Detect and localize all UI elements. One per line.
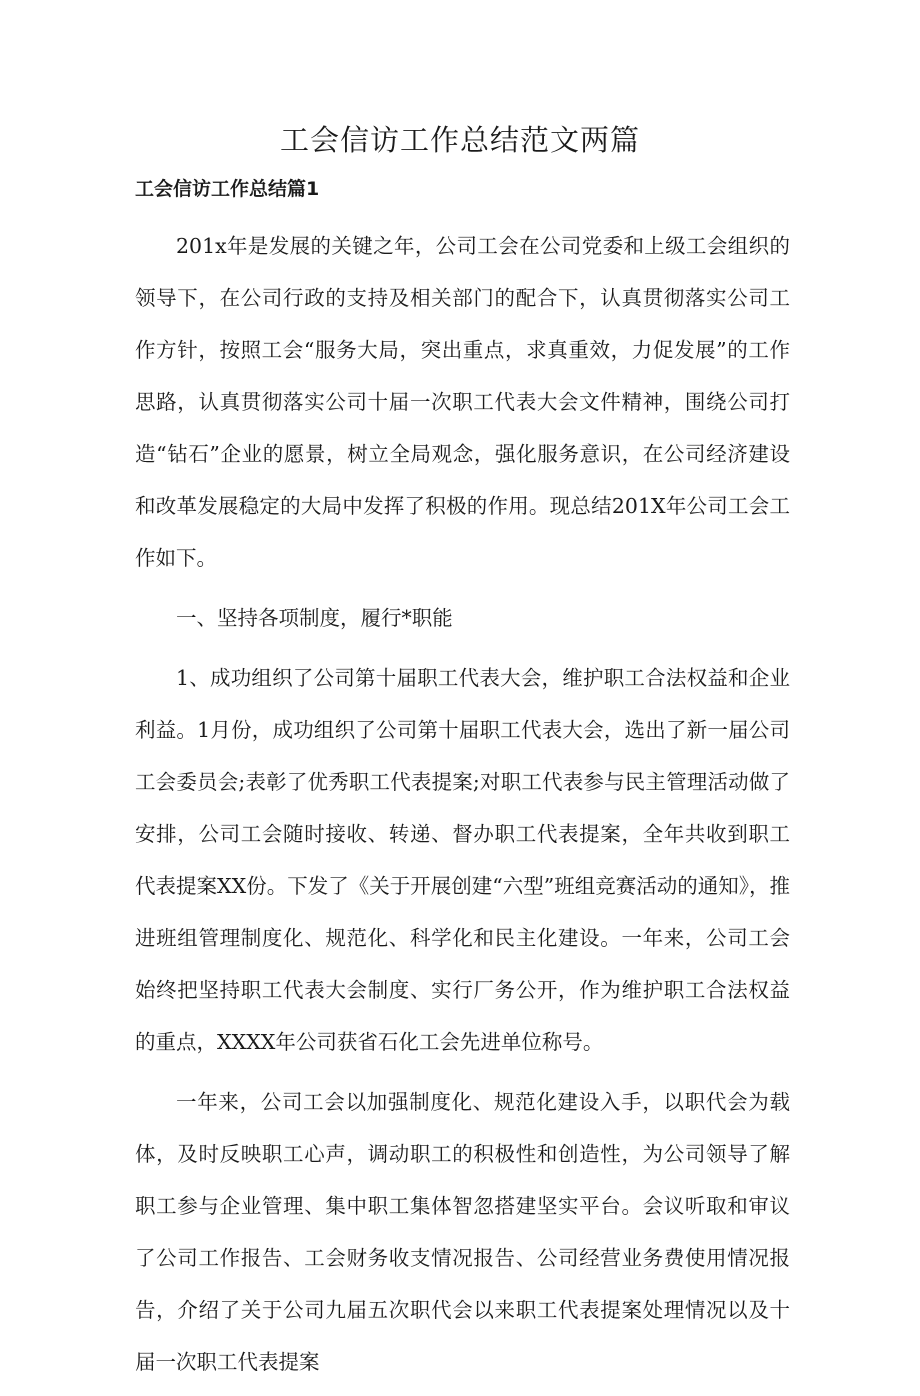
document-body bbox=[135, 220, 790, 1396]
section-heading: 工会信访工作总结篇1 bbox=[135, 178, 320, 200]
paragraph-item-1: 1、成功组织了公司第十届职工代表大会，维护职工合法权益和企业利益。1月份，成功组织了公司第十届职工代表大会，选出了新一届公司工会委员会;表彰了优秀职工代表提案;对职工代表参与民主管理活动做了安排，公司工会随时接收、转递、督办职工代表提案，全年共收到职工代表提案XX份。下发了《关于开展创建“六型”班组竞赛活动的通知》，推进班组管理制度化、规范化、科学化和民主化建设。一年来，公司工会始终把坚持职工代表大会制度、实行厂务公开，作为维护职工合法权益的重点，XXXX年公司获省石化工会先进单位称号。 bbox=[135, 666, 790, 1054]
document-title: 工会信访工作总结范文两篇 bbox=[279, 123, 640, 157]
paragraph-summary: 一年来，公司工会以加强制度化、规范化建设入手，以职代会为载体，及时反映职工心声，调动职工的积极性和创造性，为公司领导了解职工参与企业管理、集中职工集体智忽搭建坚实平台。会议听取和审议了公司工作报告、工会财务收支情况报告、公司经营业务费使用情况报告，介绍了关于公司九届五次职代会以来职工代表提案处理情况以及十届一次职工代表提案 bbox=[135, 1090, 790, 1374]
paragraph-intro: 201x年是发展的关键之年，公司工会在公司党委和上级工会组织的领导下，在公司行政的支持及相关部门的配合下，认真贯彻落实公司工作方针，按照工会“服务大局，突出重点，求真重效，力促发展”的工作思路，认真贯彻落实公司十届一次职工代表大会文件精神，围绕公司打造“钻石”企业的愿景，树立全局观念，强化服务意识，在公司经济建设和改革发展稳定的大局中发挥了积极的作用。现总结201X年公司工会工作如下。 bbox=[135, 234, 790, 570]
paragraph-subheading: 一、坚持各项制度，履行*职能 bbox=[176, 606, 453, 630]
